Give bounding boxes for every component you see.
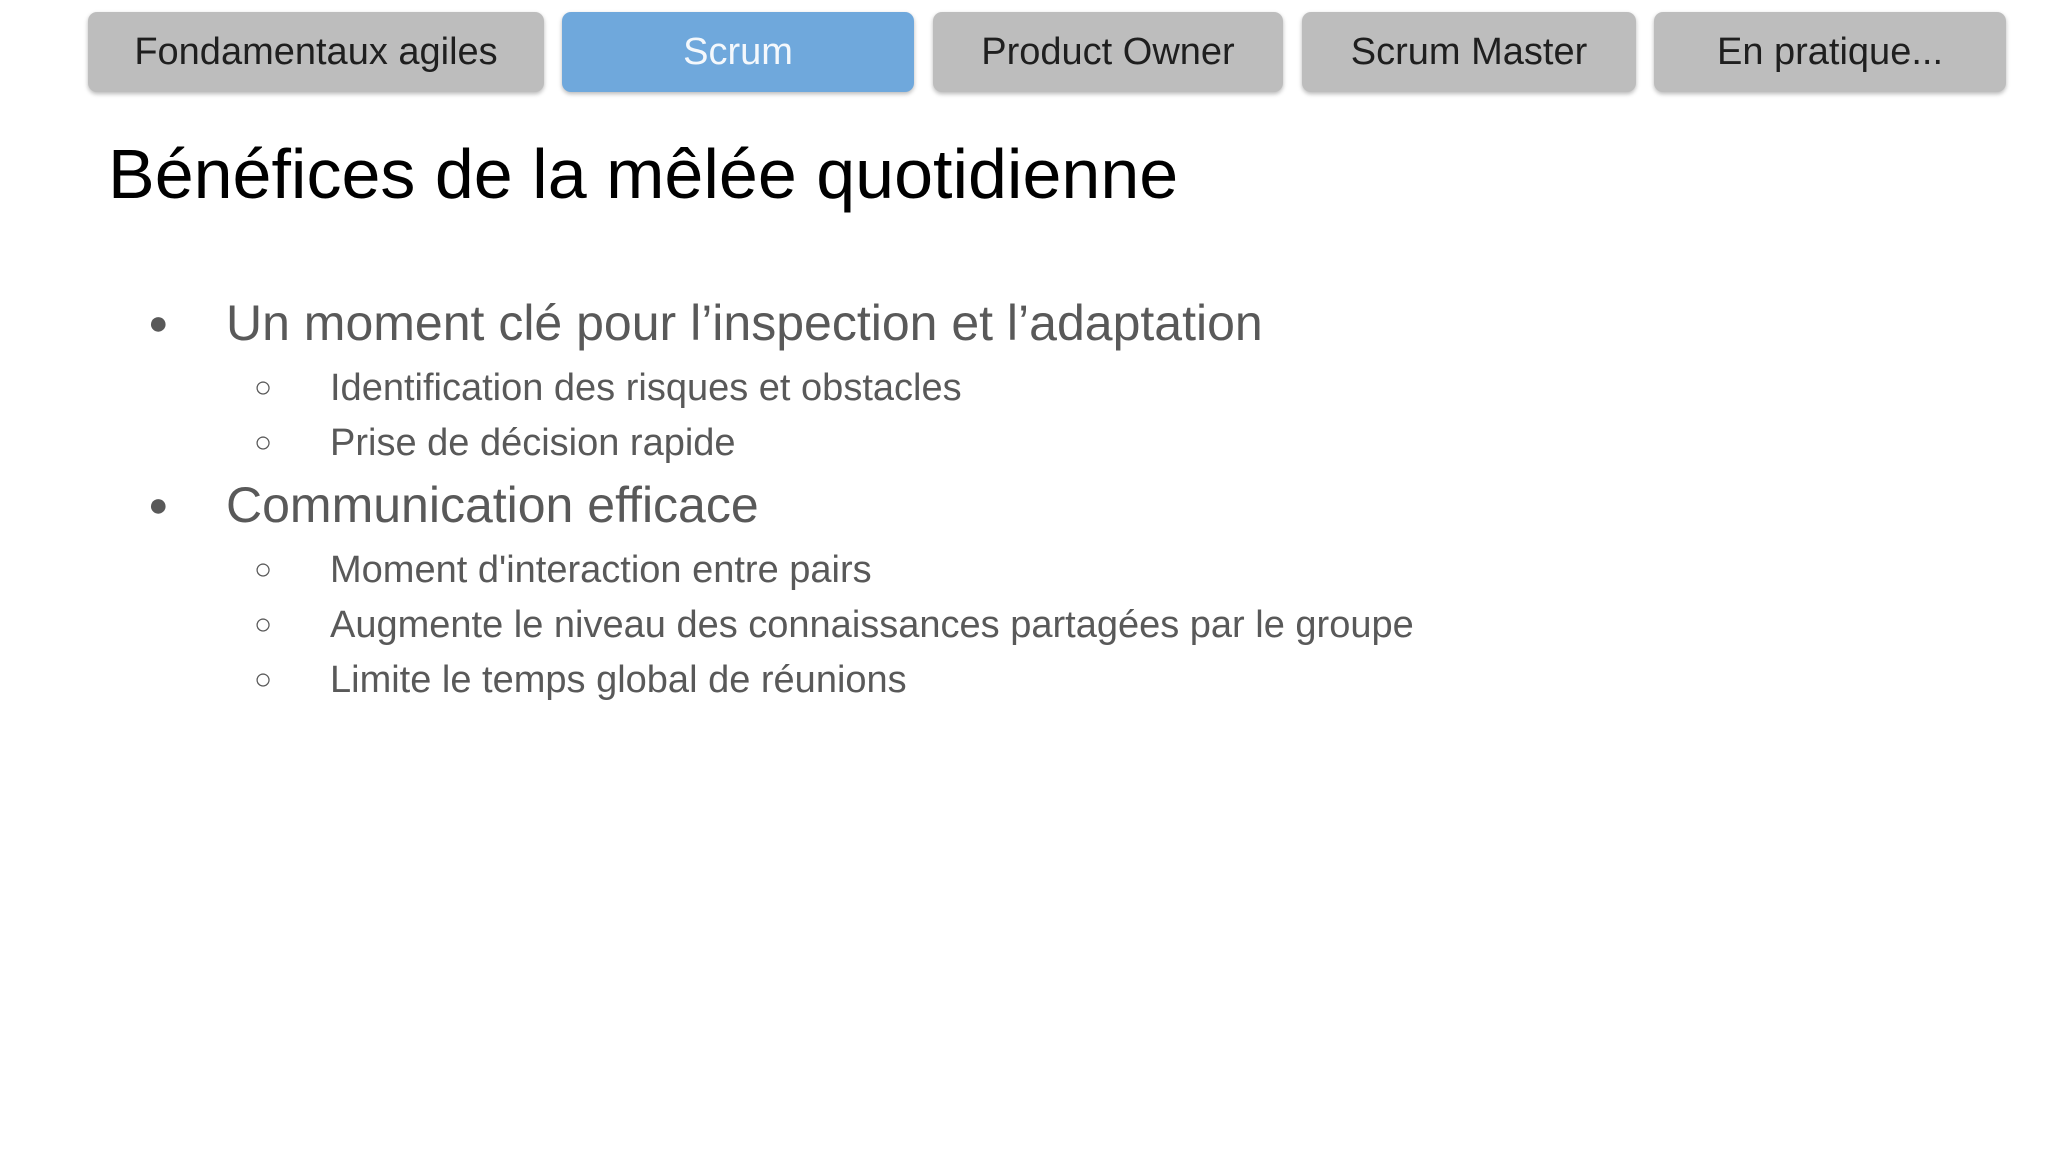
tab-fondamentaux-agiles[interactable]: Fondamentaux agiles [88,12,544,92]
hollow-circle-bullet-icon: ○ [254,553,273,586]
tab-scrum[interactable]: Scrum [562,12,914,92]
bullet-text: Communication efficace [226,477,759,533]
hollow-circle-bullet-icon: ○ [254,663,273,696]
sub-bullet-text: Augmente le niveau des connaissances partagées par le groupe [330,604,1414,646]
hollow-circle-bullet-icon: ○ [254,426,273,459]
hollow-circle-bullet-icon: ○ [254,371,273,404]
filled-circle-bullet-icon: ● [148,486,169,524]
sub-bullet-text: Prise de décision rapide [330,422,736,464]
tab-en-pratique[interactable]: En pratique... [1654,12,2006,92]
hollow-circle-bullet-icon: ○ [254,608,273,641]
filled-circle-bullet-icon: ● [148,304,169,342]
sub-bullet-text: Limite le temps global de réunions [330,659,907,701]
slide-title: Bénéfices de la mêlée quotidienne [108,135,1179,213]
tab-product-owner[interactable]: Product Owner [933,12,1283,92]
section-navigation [88,12,2008,94]
tab-scrum-master[interactable]: Scrum Master [1302,12,1636,92]
sub-bullet-text: Moment d'interaction entre pairs [330,549,872,591]
bullet-text: Un moment clé pour l’inspection et l’adaptation [226,295,1263,351]
sub-bullet-text: Identification des risques et obstacles [330,367,962,409]
